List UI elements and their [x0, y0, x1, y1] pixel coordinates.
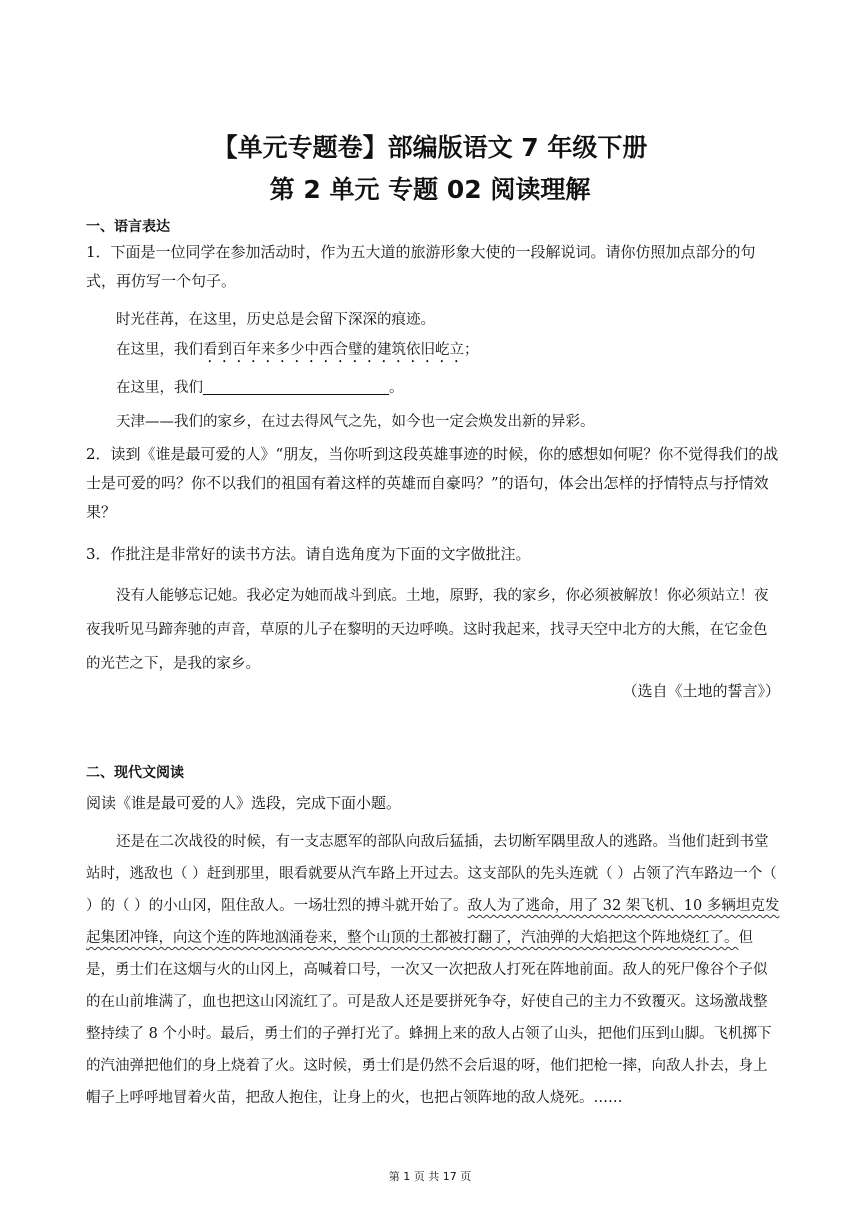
page-number: 第 1 页 共 17 页 — [388, 1170, 472, 1183]
q1-line-3 — [86, 374, 780, 403]
passage-part-2: 但是，勇士们在这烟与火的山冈上，高喊着口号，一次又一次把敌人打死在阵地前面。敌人的死尸像谷个子似的在山前堆满了，血也把这山冈流红了。可是敌人还是要拼死争夺，好使自己的主力不致覆灭。这场激战整整持续了 8 个小时。最后，勇士们的子弹打光了。蜂拥上来的敌人占领了山头，把他们压到山脚。飞机掷下的汽油弹把他们的身上烧着了火。这时候，勇士们是仍然不会后退的呀，他们把枪一摔，向敌人扑去，身上帽子上呼呼地冒着火苗，把敌人抱住，让身上的火，也把占领阵地的敌人烧死。…… — [86, 930, 772, 1106]
q1-line-4: 天津——我们的家乡，在过去得风气之先，如今也一定会焕发出新的异彩。 — [116, 414, 595, 430]
question-2: 2．读到《谁是最可爱的人》“朋友，当你听到这段英雄事迹的时候，你的感想如何呢？你不觉得我们的战士是可爱的吗？你不以我们的祖国有着这样的英雄而自豪吗？”的语句，体会出怎样的抒情特点与抒情效果？ — [86, 445, 779, 521]
doc-subtitle: 第 2 单元 专题 02 阅读理解 — [269, 175, 591, 204]
q3-passage: 没有人能够忘记她。我必定为她而战斗到底。土地，原野，我的家乡，你必须被解放！你必须站立！夜夜我听见马蹄奔驰的声音，草原的儿子在黎明的天边呼唤。这时我起来，找寻天空中北方的大熊，在它金色的光芒之下，是我的家乡。 — [86, 588, 769, 672]
answer-blank[interactable] — [203, 378, 389, 395]
q1-emphasized-phrase: 看到百年来多少中西合璧的建筑依旧屹立 — [203, 342, 464, 358]
section-heading-1: 一、语言表达 — [86, 219, 170, 235]
passage-part-1: 还是在二次战役的时候，有一支志愿军的部队向敌后猛插，去切断军隅里敌人的逃路。当他们赶到书堂站时，逃敌也（ ）赶到那里，眼看就要从汽车路上开过去。这支部队的先头连就（ ）占领了汽车路边一个（ ）的（ ）的小山冈，阻住敌人。一场壮烈的搏斗就开始了。 — [86, 834, 777, 914]
q1-line-2-suffix: ； — [464, 342, 479, 358]
passage-wavy-underlined: 敌人为了逃命，用了 32 架飞机、10 多辆坦克发起集团冲锋，向这个连的阵地汹涌卷来，整个山顶的土都被打翻了，汽油弹的大焰把这个阵地烧红了。 — [86, 898, 780, 946]
doc-title: 【单元专题卷】部编版语文 7 年级下册 — [212, 133, 648, 162]
q1-line-2 — [86, 336, 780, 366]
section-heading-2: 二、现代文阅读 — [86, 765, 184, 781]
question-3: 3．作批注是非常好的读书方法。请自选角度为下面的文字做批注。 — [86, 545, 531, 563]
q3-source: （选自《土地的誓言》） — [622, 682, 780, 700]
q1-line-3-suffix: 。 — [389, 380, 404, 396]
q1-line-3-prefix: 在这里，我们 — [116, 380, 203, 396]
q1-line-2-prefix: 在这里，我们 — [116, 342, 203, 358]
reading-intro: 阅读《谁是最可爱的人》选段，完成下面小题。 — [86, 794, 402, 812]
q1-line-1: 时光荏苒，在这里，历史总是会留下深深的痕迹。 — [116, 312, 435, 328]
question-1: 1．下面是一位同学在参加活动时，作为五大道的旅游形象大使的一段解说词。请你仿照加点部分的句式，再仿写一个句子。 — [86, 243, 756, 290]
reading-passage — [86, 826, 780, 1114]
